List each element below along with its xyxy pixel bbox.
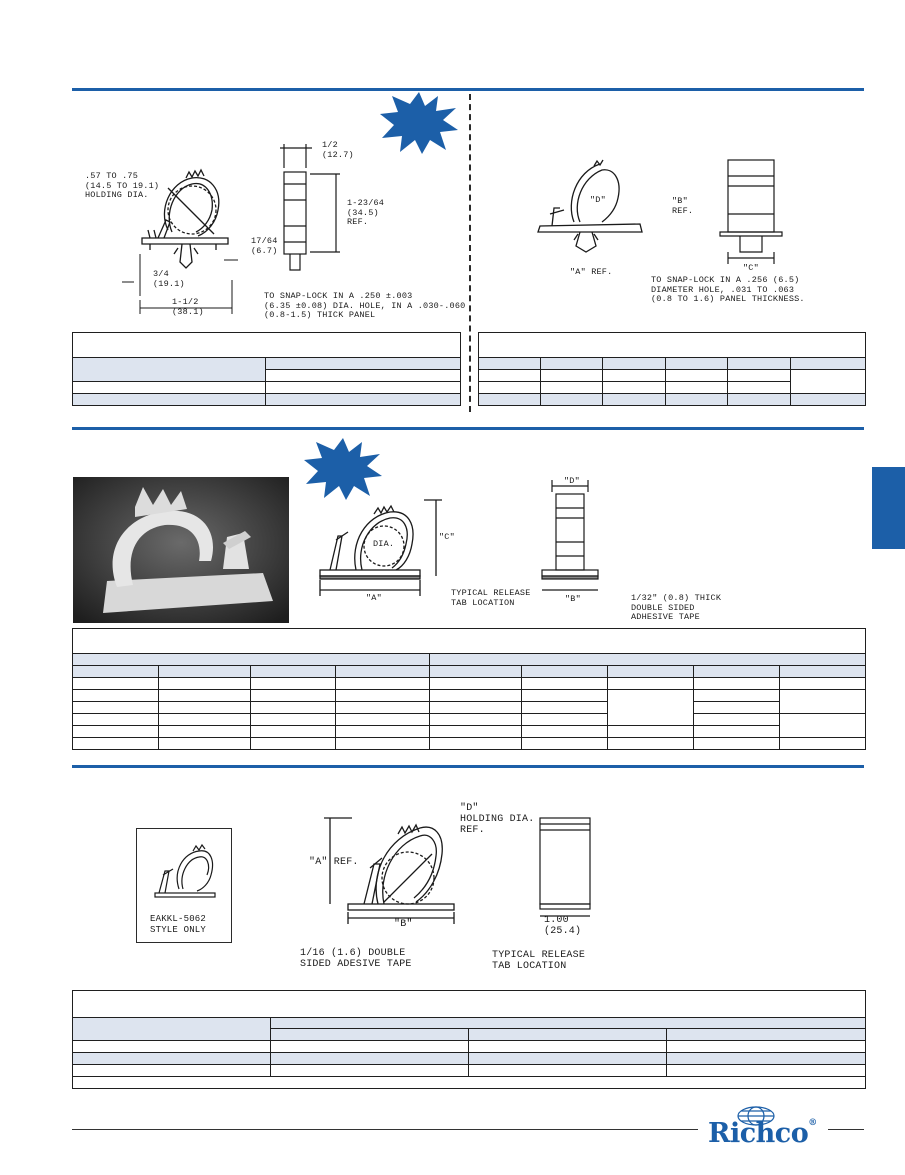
clip-drawing-adhesive-front xyxy=(536,470,616,610)
label-b-s2: "B" xyxy=(565,594,581,604)
tape-label-s2: 1/32" (0.8) THICK DOUBLE SIDED ADHESIVE TAPE xyxy=(631,593,722,622)
clip-drawing-tape-front xyxy=(530,812,600,922)
table-row xyxy=(479,394,866,406)
holding-dia-label: .57 TO .75 (14.5 TO 19.1) HOLDING DIA. xyxy=(85,171,160,200)
release-tab-label-s3: TYPICAL RELEASE TAB LOCATION xyxy=(492,950,586,972)
table-row xyxy=(73,1018,866,1029)
table-row xyxy=(73,382,461,394)
label-b-s3: "B" xyxy=(394,919,413,930)
table-row xyxy=(73,738,866,750)
clip-drawing-snaplock-front xyxy=(276,138,346,288)
footer-rule-right xyxy=(828,1129,864,1130)
label-a-s2: "A" xyxy=(366,593,382,603)
table-row xyxy=(73,394,461,406)
clip-thumb-drawing xyxy=(149,837,219,903)
new-badge-star-icon-2 xyxy=(304,438,382,500)
brand-logo xyxy=(708,1118,817,1149)
spec-table-3 xyxy=(72,628,866,750)
spec-table-1 xyxy=(72,332,461,406)
width-top-label: 1/2 (12.7) xyxy=(322,140,354,160)
table-row xyxy=(73,1041,866,1053)
clip-drawing-right-side xyxy=(530,158,660,278)
table-row xyxy=(73,726,866,738)
style-only-box xyxy=(136,828,232,943)
dia-label: DIA. xyxy=(373,539,395,549)
table-row xyxy=(73,666,866,678)
spec-table-2 xyxy=(478,332,866,406)
dim-3-4-label: 3/4 (19.1) xyxy=(153,269,185,289)
label-d-s2: "D" xyxy=(564,476,580,486)
section-rule-2 xyxy=(72,427,864,430)
table-row xyxy=(73,714,866,726)
spec-table-4 xyxy=(72,990,866,1089)
snap-note-right: TO SNAP-LOCK IN A .256 (6.5) DIAMETER HOLE, .031 TO .063 (0.8 TO 1.6) PANEL THICKNESS. xyxy=(651,275,805,304)
brand-logo-text: Richco xyxy=(708,1118,809,1149)
footer-rule xyxy=(72,1129,698,1130)
table-row xyxy=(479,358,866,370)
label-b-right: "B" REF. xyxy=(672,196,694,216)
table-row xyxy=(479,370,866,382)
dim-1-1-2-label: 1-1/2 (38.1) xyxy=(172,297,204,317)
section-side-tab xyxy=(872,467,905,549)
width-label-s3: 1.00 (25.4) xyxy=(544,915,582,937)
table-row xyxy=(73,654,866,666)
table-row xyxy=(73,358,461,370)
label-a-s3: "A" REF. xyxy=(309,857,359,868)
section-rule-3 xyxy=(72,765,864,768)
table-row xyxy=(73,678,866,690)
table-row xyxy=(73,991,866,1018)
label-c-right: "C" xyxy=(743,263,759,273)
table-row xyxy=(73,333,461,358)
new-badge-star-icon xyxy=(380,92,458,154)
snap-note-left: TO SNAP-LOCK IN A .250 ±.003 (6.35 ±0.08) DIA. HOLE, IN A .030-.060 (0.8-1.5) THICK PANEL xyxy=(264,291,466,320)
label-c-s2: "C" xyxy=(439,532,455,542)
product-photo xyxy=(73,477,289,623)
registered-mark: ® xyxy=(808,1118,817,1128)
label-d-s3: "D" HOLDING DIA. REF. xyxy=(460,803,535,836)
section-rule-top xyxy=(72,88,864,91)
table-row xyxy=(73,629,866,654)
table-row xyxy=(73,690,866,702)
table-row xyxy=(73,1077,866,1089)
tape-label-s3: 1/16 (1.6) DOUBLE SIDED ADESIVE TAPE xyxy=(300,948,412,970)
table-row xyxy=(73,1065,866,1077)
dim-17-64-label: 17/64 (6.7) xyxy=(251,236,278,256)
release-tab-label-s2: TYPICAL RELEASE TAB LOCATION xyxy=(451,588,531,608)
height-ref-label: 1-23/64 (34.5) REF. xyxy=(347,198,385,227)
table-row xyxy=(479,333,866,358)
table-row xyxy=(73,702,866,714)
table-row xyxy=(73,1053,866,1065)
label-d-right: "D" xyxy=(590,195,606,205)
style-only-label: EAKKL-5062 STYLE ONLY xyxy=(150,914,207,935)
label-a-right: "A" REF. xyxy=(570,267,613,277)
section-divider xyxy=(469,94,471,412)
